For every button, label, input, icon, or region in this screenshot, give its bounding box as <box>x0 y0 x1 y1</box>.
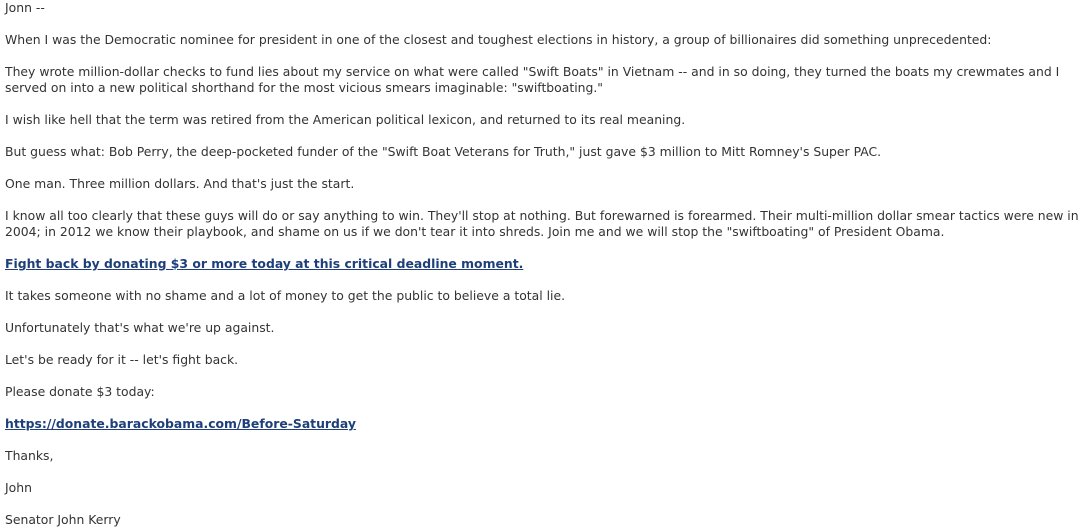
paragraph: Let's be ready for it -- let's fight back. <box>5 352 239 367</box>
paragraph: When I was the Democratic nominee for president in one of the closest and toughest elections in history, a group of billionaires did something unprecedented: <box>5 32 992 47</box>
paragraph: They wrote million-dollar checks to fund lies about my service on what were called "Swift Boats" in Vietnam -- and in so doing, they turned the boats my crewmates and I served on into a new political shorthand for the most vicious smears imaginable: "swiftboating." <box>5 64 1060 95</box>
spacer <box>5 336 1079 352</box>
spacer <box>5 496 1079 512</box>
spacer <box>5 16 1079 32</box>
paragraph: I know all too clearly that these guys will do or say anything to win. They'll stop at nothing. But forewarned is forearmed. Their multi-million dollar smear tactics were new in 2004; in 2012 we know their playbook, and shame on us if we don't tear it into shreds. Join me and we will stop the "swiftboating" of President Obama. <box>5 208 1079 239</box>
paragraph: I wish like hell that the term was retired from the American political lexicon, and returned to its real meaning. <box>5 112 686 127</box>
signature-name: John <box>5 480 32 495</box>
spacer <box>5 304 1079 320</box>
spacer <box>5 128 1079 144</box>
spacer <box>5 368 1079 384</box>
spacer <box>5 432 1079 448</box>
spacer <box>5 96 1079 112</box>
paragraph: Unfortunately that's what we're up against. <box>5 320 275 335</box>
spacer <box>5 240 1079 256</box>
paragraph: It takes someone with no shame and a lot of money to get the public to believe a total lie. <box>5 288 566 303</box>
paragraph: But guess what: Bob Perry, the deep-pocketed funder of the "Swift Boat Veterans for Truth," just gave $3 million to Mitt Romney's Super PAC. <box>5 144 882 159</box>
paragraph: Please donate $3 today: <box>5 384 155 399</box>
cta-paragraph <box>5 256 1079 272</box>
signature-title: Senator John Kerry <box>5 512 121 527</box>
greeting: Jonn -- <box>5 0 45 15</box>
signoff: Thanks, <box>5 448 54 463</box>
spacer <box>5 192 1079 208</box>
spacer <box>5 464 1079 480</box>
url-paragraph <box>5 416 1079 432</box>
spacer <box>5 48 1079 64</box>
spacer <box>5 272 1079 288</box>
spacer <box>5 400 1079 416</box>
paragraph: One man. Three million dollars. And that's just the start. <box>5 176 355 191</box>
email-body <box>5 0 1079 528</box>
donate-cta-link[interactable]: Fight back by donating $3 or more today at this critical deadline moment. <box>5 256 524 271</box>
spacer <box>5 160 1079 176</box>
donate-url-link[interactable]: https://donate.barackobama.com/Before-Saturday <box>5 416 356 431</box>
